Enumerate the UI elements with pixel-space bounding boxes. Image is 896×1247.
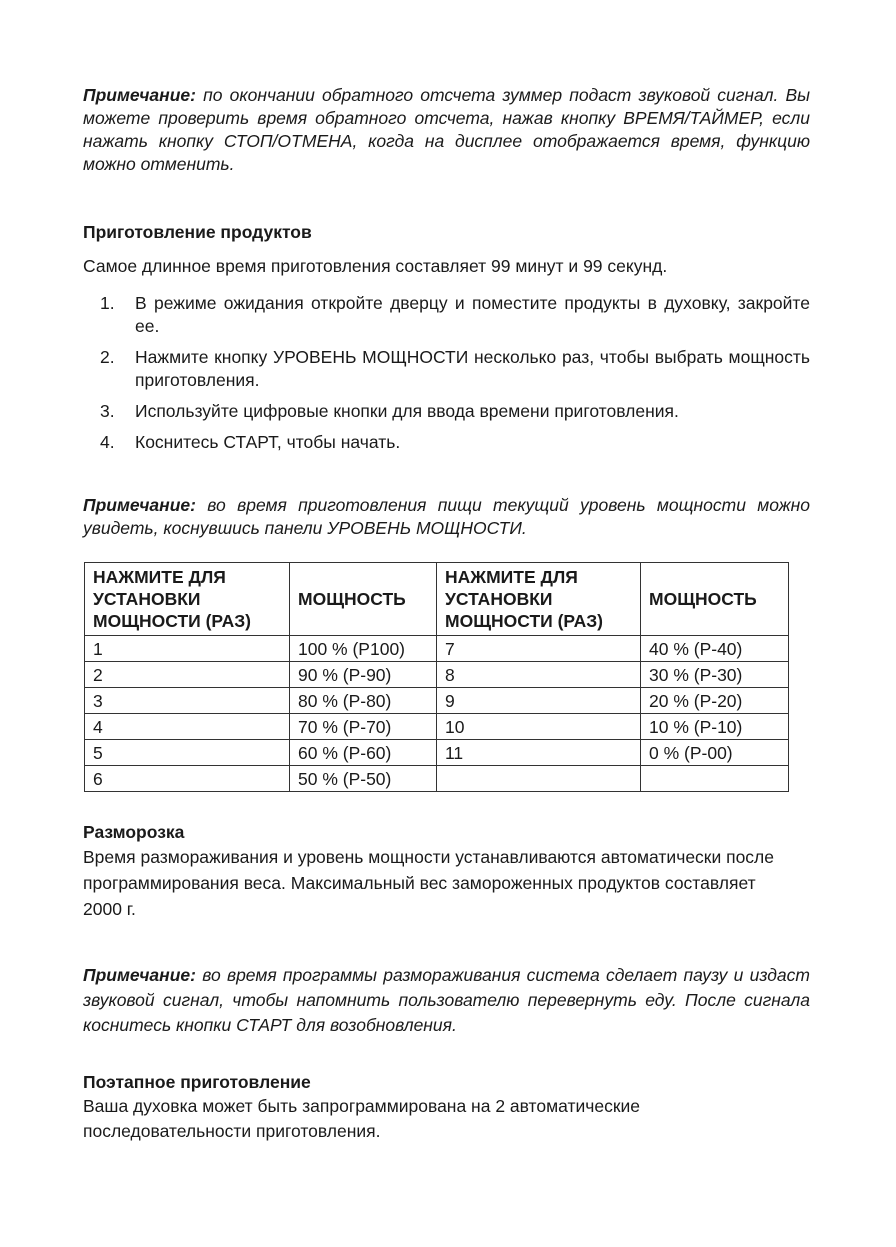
- note-text: по окончании обратного отсчета зуммер подаст звуковой сигнал. Вы можете проверить время обратного отсчета, нажав кнопку ВРЕМЯ/ТАЙМЕР, если нажать кнопку СТОП/ОТМЕНА, когда на дисплее отображается время, функцию можно отменить.: [83, 85, 810, 174]
- table-cell: 9: [437, 688, 641, 714]
- table-row: [85, 688, 789, 714]
- table-cell: 11: [437, 740, 641, 766]
- list-item: [83, 292, 810, 338]
- step-text: Используйте цифровые кнопки для ввода времени приготовления.: [135, 401, 679, 421]
- table-cell: 10: [437, 714, 641, 740]
- section-title: Разморозка: [83, 822, 185, 842]
- section-multistage: [83, 1070, 703, 1144]
- step-text: Коснитесь СТАРТ, чтобы начать.: [135, 432, 401, 452]
- table-cell: 40 % (P-40): [641, 636, 789, 662]
- note-label: Примечание:: [83, 85, 196, 105]
- table-row: [85, 766, 789, 792]
- column-header: НАЖМИТЕ ДЛЯ УСТАНОВКИ МОЩНОСТИ (РАЗ): [85, 563, 290, 636]
- note-text: во время программы размораживания система сделает паузу и издаст звуковой сигнал, чтобы напомнить пользователю перевернуть еду. После сигнала коснитесь кнопки СТАРТ для возобновления.: [83, 965, 810, 1035]
- table-cell: 2: [85, 662, 290, 688]
- table-row: [85, 636, 789, 662]
- table-cell: 50 % (P-50): [290, 766, 437, 792]
- table-cell: [437, 766, 641, 792]
- note-countdown: [83, 84, 810, 176]
- section-defrost: [83, 820, 783, 922]
- cooking-intro: Самое длинное время приготовления составляет 99 минут и 99 секунд.: [83, 256, 668, 276]
- note-power-level: [83, 494, 810, 540]
- table-cell: 1: [85, 636, 290, 662]
- list-item: [83, 400, 810, 423]
- step-text: Нажмите кнопку УРОВЕНЬ МОЩНОСТИ несколько раз, чтобы выбрать мощность приготовления.: [135, 347, 810, 390]
- power-table: [84, 562, 789, 792]
- table-cell: 4: [85, 714, 290, 740]
- steps-list: [83, 292, 810, 454]
- note-label: Примечание:: [83, 495, 196, 515]
- column-header: МОЩНОСТЬ: [641, 563, 789, 636]
- table-cell: 0 % (P-00): [641, 740, 789, 766]
- table-header-row: [85, 563, 789, 636]
- table-cell: 6: [85, 766, 290, 792]
- table-cell: 90 % (P-90): [290, 662, 437, 688]
- list-item: [83, 346, 810, 392]
- list-item: [83, 431, 810, 454]
- section-title: Приготовление продуктов: [83, 222, 312, 242]
- table-cell: 100 % (P100): [290, 636, 437, 662]
- table-cell: 8: [437, 662, 641, 688]
- table-row: [85, 714, 789, 740]
- table-cell: 10 % (P-10): [641, 714, 789, 740]
- table-row: [85, 740, 789, 766]
- table-cell: 30 % (P-30): [641, 662, 789, 688]
- section-text: Время размораживания и уровень мощности устанавливаются автоматически после программирования веса. Максимальный вес замороженных продуктов составляет 2000 г.: [83, 847, 774, 919]
- column-header: МОЩНОСТЬ: [290, 563, 437, 636]
- table-cell: 70 % (P-70): [290, 714, 437, 740]
- note-defrost: [83, 963, 810, 1038]
- table-cell: 80 % (P-80): [290, 688, 437, 714]
- step-number: 1.: [100, 293, 115, 313]
- step-number: 2.: [100, 347, 115, 367]
- step-number: 3.: [100, 401, 115, 421]
- column-header: НАЖМИТЕ ДЛЯ УСТАНОВКИ МОЩНОСТИ (РАЗ): [437, 563, 641, 636]
- section-text: Ваша духовка может быть запрограммирована на 2 автоматические последовательности приготовления.: [83, 1096, 641, 1141]
- table-cell: [641, 766, 789, 792]
- table-cell: 7: [437, 636, 641, 662]
- table-cell: 3: [85, 688, 290, 714]
- table-cell: 60 % (P-60): [290, 740, 437, 766]
- note-text: во время приготовления пищи текущий уровень мощности можно увидеть, коснувшись панели УРОВЕНЬ МОЩНОСТИ.: [83, 495, 810, 538]
- step-text: В режиме ожидания откройте дверцу и поместите продукты в духовку, закройте ее.: [135, 293, 810, 336]
- note-label: Примечание:: [83, 965, 196, 985]
- table-row: [85, 662, 789, 688]
- step-number: 4.: [100, 432, 115, 452]
- section-title: Поэтапное приготовление: [83, 1072, 311, 1092]
- section-cooking: [83, 221, 810, 462]
- table-cell: 20 % (P-20): [641, 688, 789, 714]
- table-cell: 5: [85, 740, 290, 766]
